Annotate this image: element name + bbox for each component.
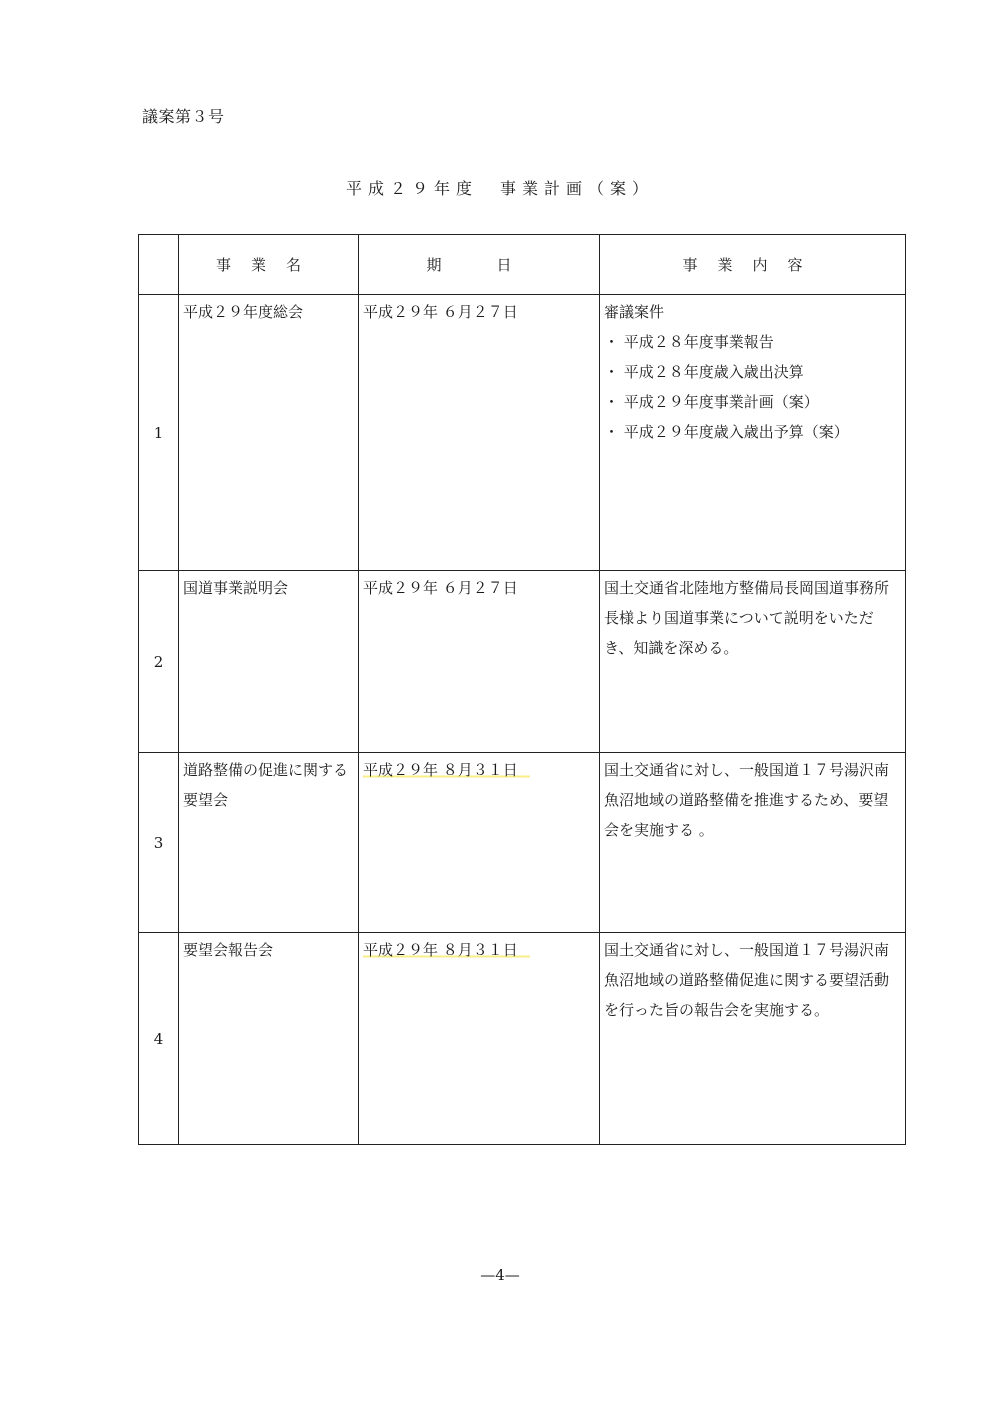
name-cell — [179, 571, 359, 753]
list-item: ・ 平成２８年度事業報告 — [604, 333, 774, 351]
table-row — [139, 753, 906, 933]
header-date: 期 日 — [359, 235, 600, 295]
event-content: 国土交通省に対し、一般国道１７号湯沢南魚沼地域の道路整備を推進するため、要望会を実施する 。 — [604, 761, 890, 839]
name-cell — [179, 753, 359, 933]
list-item: ・ 平成２９年度事業計画（案） — [604, 393, 819, 411]
event-date: 平成２９年 ８月３１日 — [363, 761, 530, 779]
name-cell — [179, 933, 359, 1145]
event-date: 平成２９年 ６月２７日 — [363, 579, 518, 597]
content-cell — [600, 933, 906, 1145]
event-content: 国土交通省北陸地方整備局長岡国道事務所長様より国道事業について説明をいただき、知識を深める。 — [604, 579, 890, 657]
date-cell — [359, 933, 600, 1145]
page-title: 平成２９年度 事業計画（案） — [345, 179, 654, 198]
content-cell — [600, 571, 906, 753]
event-name: 要望会報告会 — [183, 941, 274, 959]
event-content: 国土交通省に対し、一般国道１７号湯沢南魚沼地域の道路整備促進に関する要望活動を行った旨の報告会を実施する。 — [604, 941, 890, 1019]
date-wrapper — [359, 753, 599, 785]
name-cell — [179, 295, 359, 571]
list-item: ・ 平成２８年度歳入歳出決算 — [604, 363, 804, 381]
content-cell — [600, 753, 906, 933]
table-header-row — [139, 235, 906, 295]
date-cell — [359, 571, 600, 753]
event-name: 国道事業説明会 — [183, 579, 289, 597]
content-cell — [600, 295, 906, 571]
row-number: 3 — [139, 753, 179, 933]
table-row — [139, 933, 906, 1145]
event-date: 平成２９年 ８月３１日 — [363, 941, 530, 959]
table-row — [139, 295, 906, 571]
header-name: 事業名 — [179, 235, 359, 295]
page-number: —4— — [480, 1266, 520, 1284]
event-name: 平成２９年度総会 — [183, 303, 304, 321]
row-number: 2 — [139, 571, 179, 753]
event-name: 道路整備の促進に関する要望会 — [183, 761, 349, 809]
content-list — [600, 327, 905, 447]
table-row — [139, 571, 906, 753]
content-heading: 審議案件 — [604, 303, 665, 321]
date-cell — [359, 295, 600, 571]
row-number: 1 — [139, 295, 179, 571]
business-plan-table — [138, 234, 906, 1145]
event-date: 平成２９年 ６月２７日 — [363, 303, 518, 321]
header-no — [139, 235, 179, 295]
date-wrapper — [359, 933, 599, 965]
list-item: ・ 平成２９年度歳入歳出予算（案） — [604, 423, 849, 441]
header-content: 事業内容 — [600, 235, 906, 295]
agenda-number: 議案第３号 — [142, 107, 225, 126]
date-cell — [359, 753, 600, 933]
row-number: 4 — [139, 933, 179, 1145]
